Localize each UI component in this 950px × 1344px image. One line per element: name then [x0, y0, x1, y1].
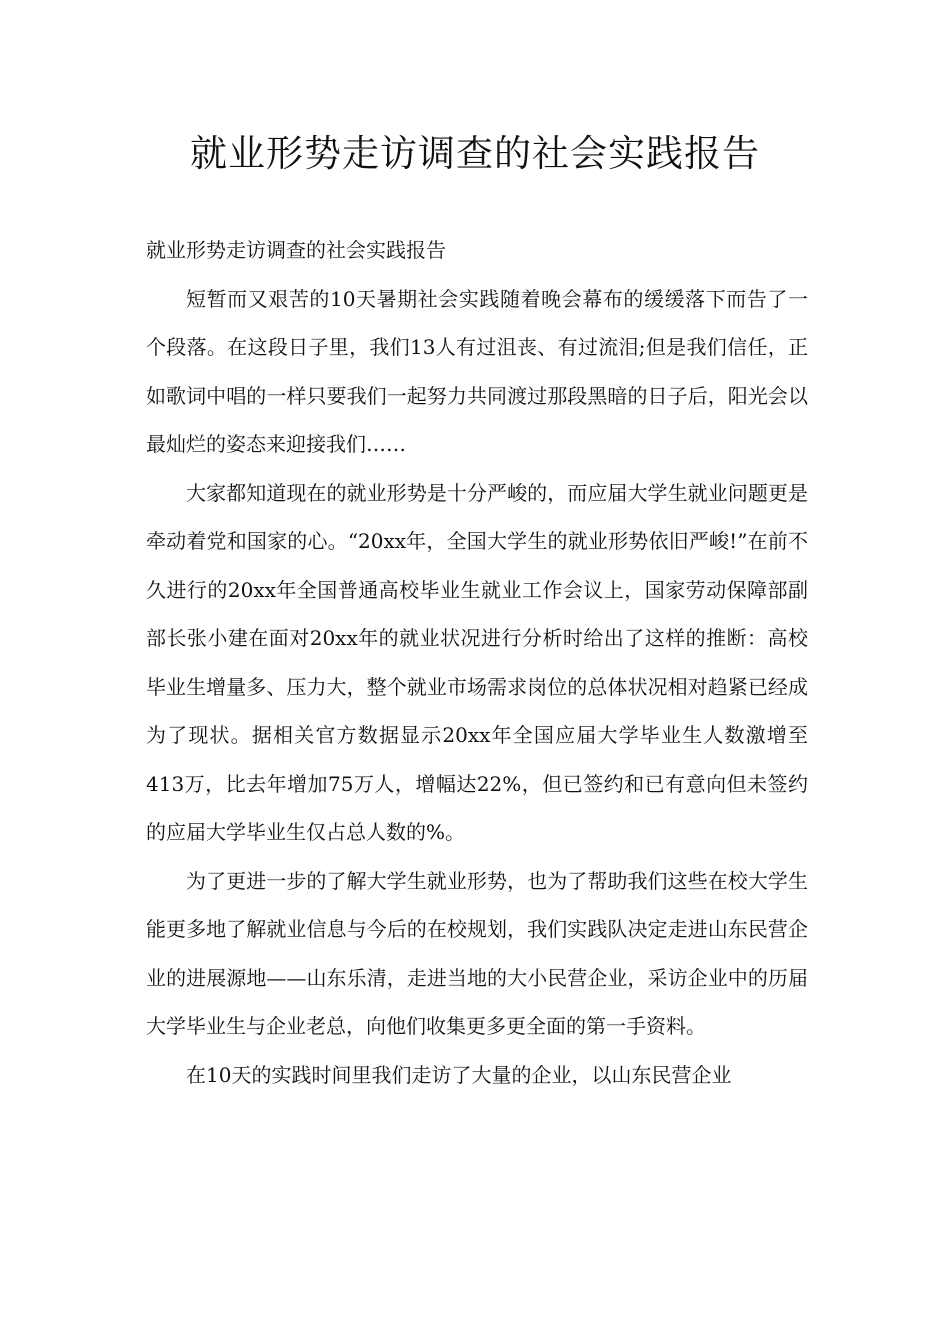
- paragraph-2: 大家都知道现在的就业形势是十分严峻的，而应届大学生就业问题更是牵动着党和国家的心。“20xx年，全国大学生的就业形势依旧严峻!”在前不久进行的20xx年全国普通高校毕业生就业工作会议上，国家劳动保障部副部长张小建在面对20xx年的就业状况进行分析时给出了这样的推断：高校毕业生增量多、压力大，整个就业市场需求岗位的总体状况相对趋紧已经成为了现状。据相关官方数据显示20xx年全国应届大学毕业生人数激增至413万，比去年增加75万人，增幅达22%，但已签约和已有意向但未签约的应届大学毕业生仅占总人数的%。: [146, 480, 808, 844]
- document-subtitle: 就业形势走访调查的社会实践报告: [146, 238, 446, 262]
- paragraph-4: 在10天的实践时间里我们走访了大量的企业，以山东民营企业: [186, 1062, 732, 1087]
- paragraph-3: 为了更进一步的了解大学生就业形势，也为了帮助我们这些在校大学生能更多地了解就业信息与今后的在校规划，我们实践队决定走进山东民营企业的进展源地——山东乐清，走进当地的大小民营企业，采访企业中的历届大学毕业生与企业老总，向他们收集更多更全面的第一手资料。: [146, 868, 808, 1038]
- paragraph-1: 短暂而又艰苦的10天暑期社会实践随着晚会幕布的缓缓落下而告了一个段落。在这段日子里，我们13人有过沮丧、有过流泪;但是我们信任，正如歌词中唱的一样只要我们一起努力共同渡过那段黑暗的日子后，阳光会以最灿烂的姿态来迎接我们……: [146, 286, 808, 456]
- document-title: 就业形势走访调查的社会实践报告: [190, 132, 760, 175]
- document-body: [146, 226, 808, 1099]
